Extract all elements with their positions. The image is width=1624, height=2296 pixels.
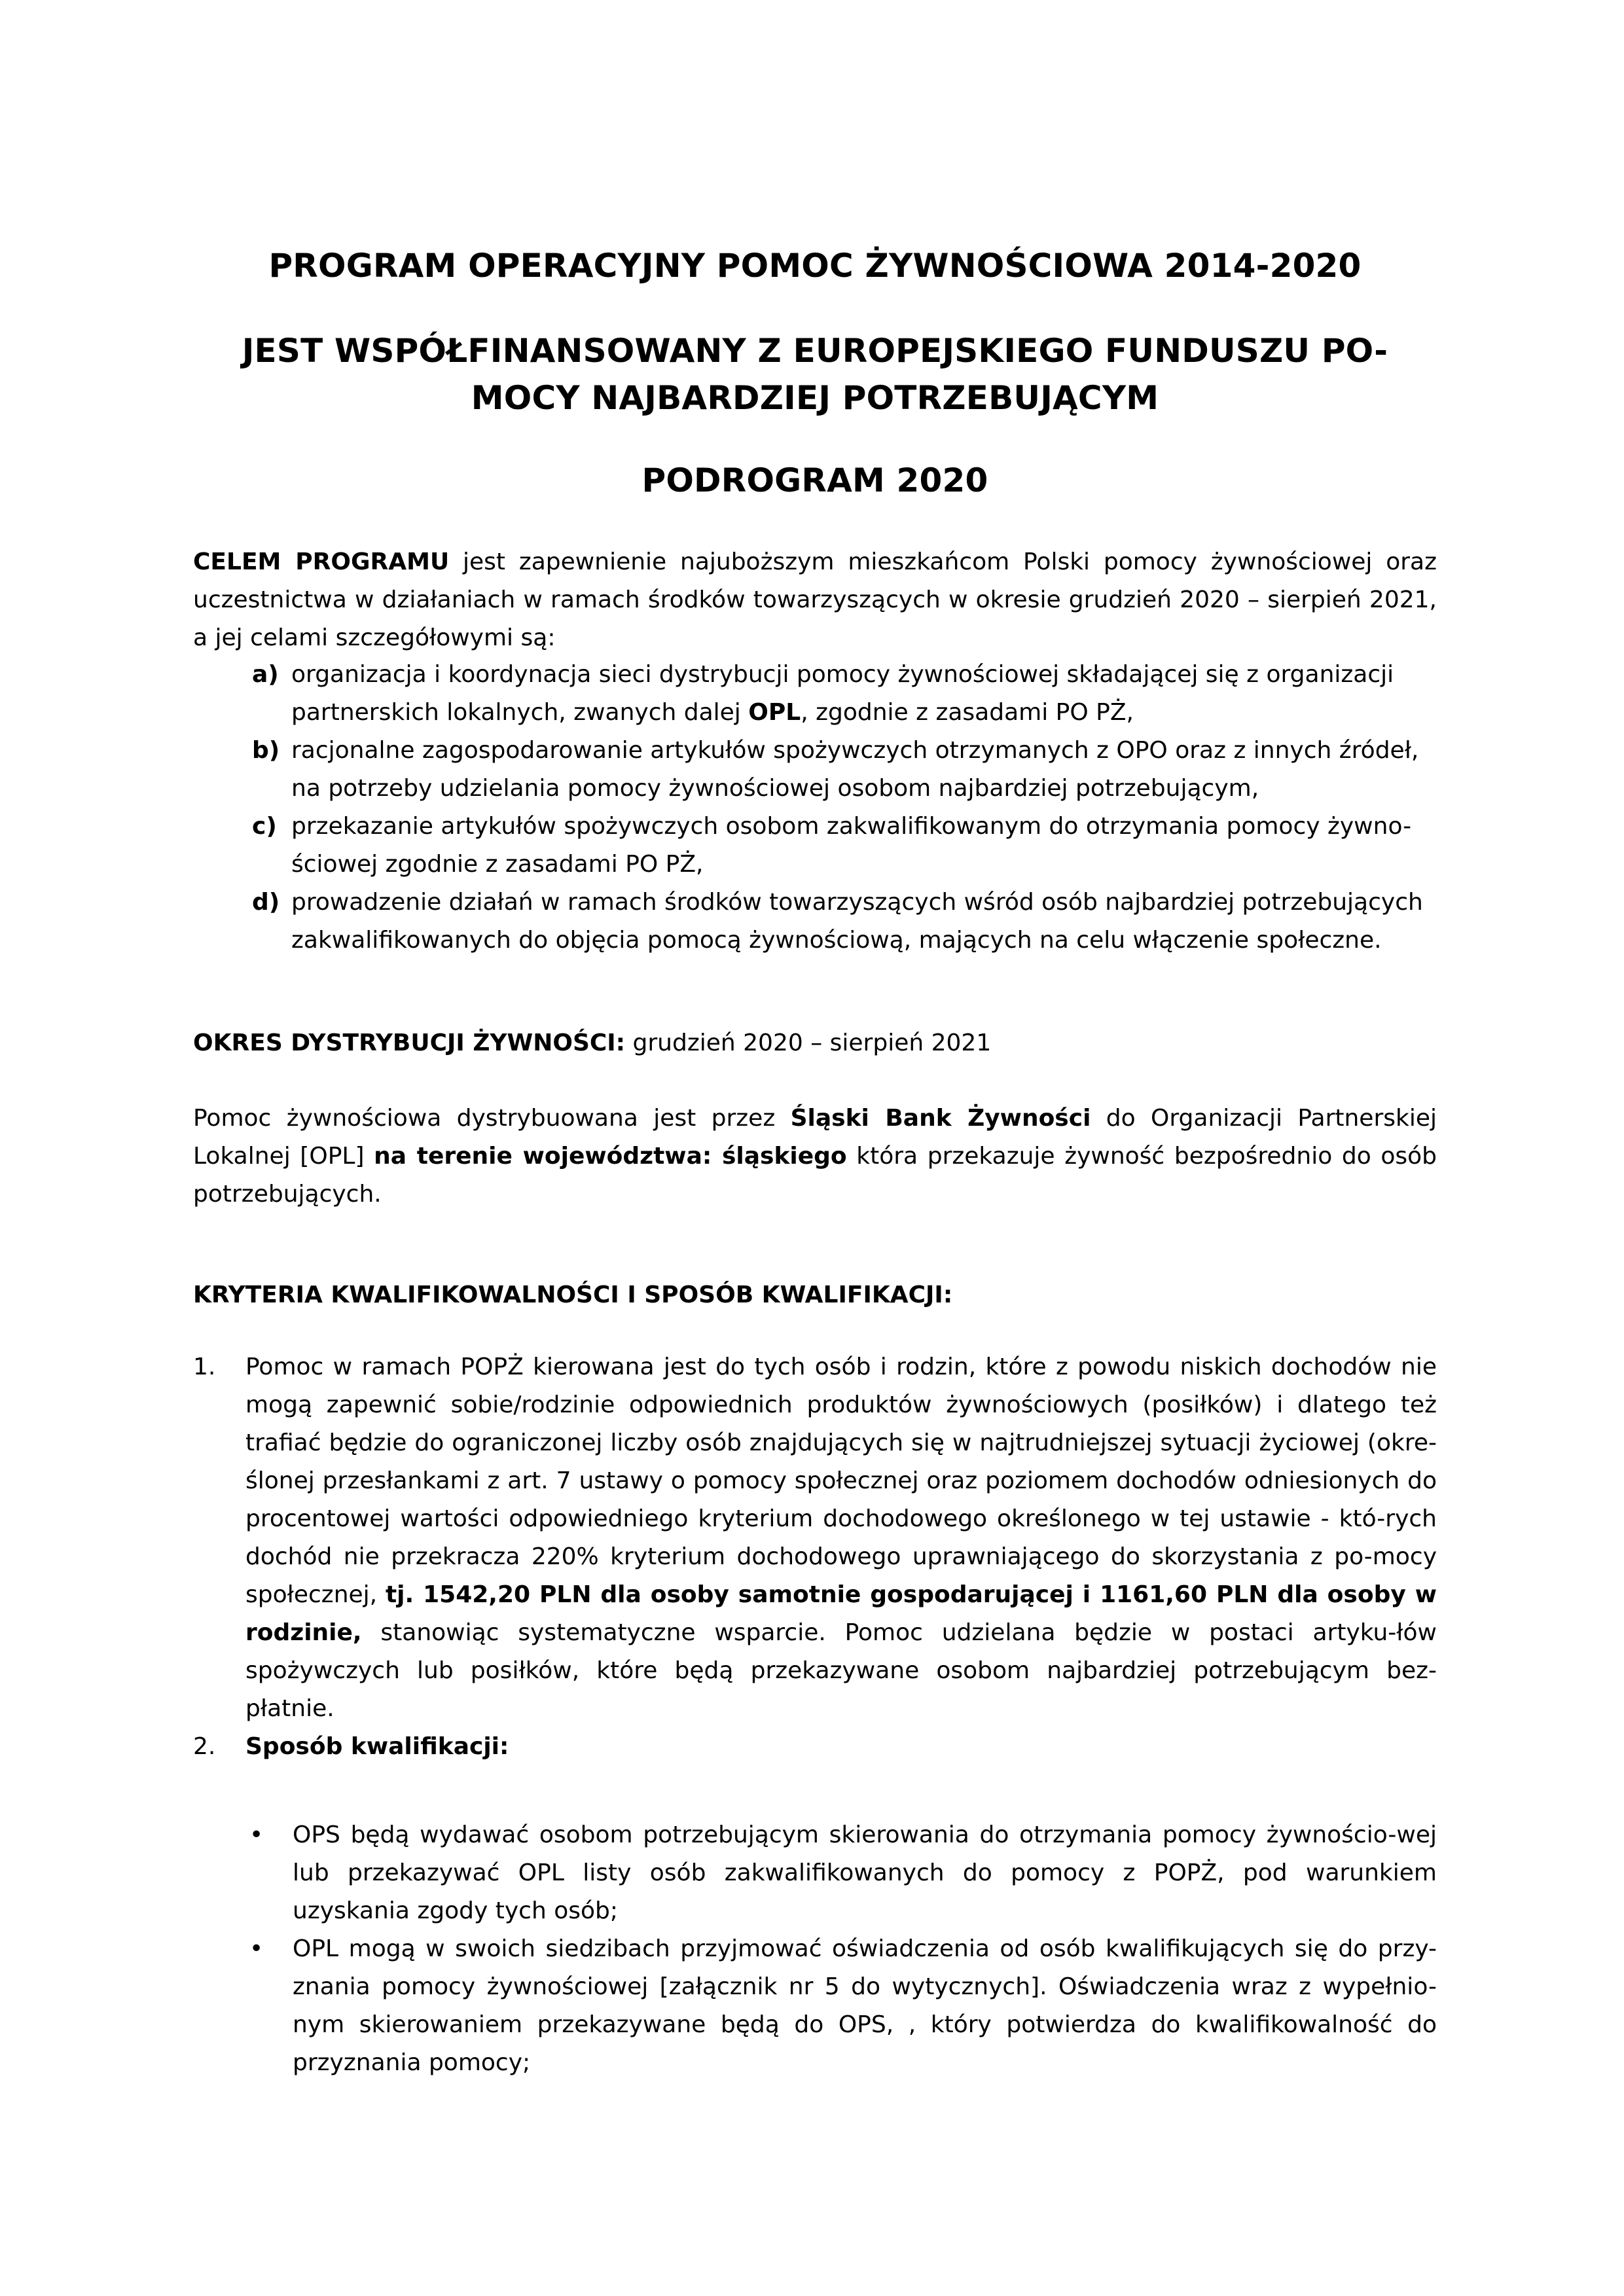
criteria-item-1 xyxy=(193,1348,1437,1728)
criteria-heading: KRYTERIA KWALIFIKOWALNOŚCI I SPOSÓB KWALIFIKACJI: xyxy=(193,1282,953,1308)
bullet-text: OPL mogą w swoich siedzibach przyjmować oświadczenia od osób kwalifikujących się do przy-znania pomocy żywnościowej [załącznik nr 5 do wytycznych]. Oświadczenia wraz z wypełnio-nym skierowaniem przekazywane będą do OPS, , który potwierdza do kwalifikowalność do przyznania pomocy; xyxy=(293,1935,1437,2076)
goal-item-text: prowadzenie działań w ramach środków towarzyszących wśród osób najbardziej potrzebujących xyxy=(291,889,1423,916)
food-bank-name: Śląski Bank Żywności xyxy=(790,1105,1091,1132)
period-value: grudzień 2020 – sierpień 2021 xyxy=(625,1030,992,1056)
title-line-3: MOCY NAJBARDZIEJ POTRZEBUJĄCYM xyxy=(471,379,1159,417)
goal-item-a xyxy=(252,656,1437,732)
criteria-list xyxy=(193,1348,1437,1766)
period-label: OKRES DYSTRYBUCJI ŻYWNOŚCI: xyxy=(193,1030,626,1056)
region-name: na terenie województwa: śląskiego xyxy=(374,1143,847,1170)
goal-item-continuation xyxy=(252,694,1437,732)
goal-item-d xyxy=(252,884,1437,960)
goal-item-marker: b) xyxy=(252,737,280,764)
distribution-period xyxy=(193,1024,1437,1062)
subtitle: PODROGRAM 2020 xyxy=(641,461,988,499)
criteria-item-text: Pomoc w ramach POPŻ kierowana jest do tych osób i rodzin, które z powodu niskich dochodów nie mogą zapewnić sobie/rodzinie odpowiednich produktów żywnościowych (posiłków) i dlatego też trafiać będzie do ograniczonej liczby osób znajdujących się w najtrudniejszej sytuacji życiowej (okre-ślonej przesłankami z art. 7 ustawy o pomocy społecznej oraz poziomem dochodów odniesionych do procentowej wartości odpowiedniego kryterium dochodowego określonego w tej ustawie - któ-rych dochód nie przekracza 220% kryterium dochodowego uprawniającego do skorzystania z po-mocy społecznej, xyxy=(245,1354,1437,1608)
dist-text-3: która przekazuje żywność bezpośrednio do osób potrzebujących. xyxy=(193,1143,1437,1208)
distribution-paragraph xyxy=(193,1100,1437,1213)
goal-item-c xyxy=(252,808,1437,884)
goal-item-text: organizacja i koordynacja sieci dystrybucji pomocy żywnościowej składającej się z organizacji xyxy=(291,661,1394,688)
title-line-2: JEST WSPÓŁFINANSOWANY Z EUROPEJSKIEGO FUNDUSZU PO- xyxy=(242,332,1388,370)
income-threshold: tj. 1542,20 PLN dla osoby samotnie gospodarującej i 1161,60 PLN dla osoby w rodzinie, xyxy=(245,1581,1437,1646)
goal-item-bold: OPL xyxy=(748,699,801,726)
qualification-bullets xyxy=(245,1816,1437,2082)
goal-item-marker: d) xyxy=(252,889,280,916)
criteria-item-text-2: stanowiąc systematyczne wsparcie. Pomoc udzielana będzie w postaci artyku-łów spożywczych lub posiłków, które będą przekazywane osobom najbardziej potrzebującym bez-płatnie. xyxy=(245,1619,1437,1722)
goal-lead: CELEM PROGRAMU xyxy=(193,548,450,575)
dist-text-2: do Organizacji Partnerskiej Lokalnej [OPL] xyxy=(193,1105,1437,1170)
goal-text: jest zapewnienie najuboższym mieszkańcom Polski pomocy żywnościowej oraz uczestnictwa w działaniach w ramach środków towarzyszących w okresie grudzień 2020 – sierpień 2021, a jej celami szczegółowymi są: xyxy=(193,548,1437,651)
goal-paragraph xyxy=(193,543,1437,657)
goal-item-cont-post: , zgodnie z zasadami PO PŻ, xyxy=(801,699,1134,726)
criteria-item-2 xyxy=(193,1728,1437,1766)
criteria-item-number: 1. xyxy=(193,1354,216,1380)
goal-item-b xyxy=(252,732,1437,808)
goal-item-text: racjonalne zagospodarowanie artykułów spożywczych otrzymanych z OPO oraz z innych źródeł, xyxy=(291,737,1419,764)
goal-item-continuation: zakwalifikowanych do objęcia pomocą żywnościową, mających na celu włączenie społeczne. xyxy=(291,927,1382,954)
goal-item-continuation: ściowej zgodnie z zasadami PO PŻ, xyxy=(291,851,704,878)
bullet-item xyxy=(245,1930,1437,2082)
bullet-item xyxy=(245,1816,1437,1930)
goal-item-cont-text: partnerskich lokalnych, zwanych dalej xyxy=(291,699,749,726)
criteria-item-number: 2. xyxy=(193,1733,216,1760)
title-line-2-3 xyxy=(193,327,1437,422)
goal-item-continuation: na potrzeby udzielania pomocy żywnościowej osobom najbardziej potrzebującym, xyxy=(291,775,1259,802)
goal-item-marker: c) xyxy=(252,813,277,840)
document-page xyxy=(193,0,1437,2296)
title-line-1: PROGRAM OPERACYJNY POMOC ŻYWNOŚCIOWA 2014-2020 xyxy=(268,247,1362,285)
bullet-text: OPS będą wydawać osobom potrzebującym skierowania do otrzymania pomocy żywnościo-wej lub przekazywać OPL listy osób zakwalifikowanych do pomocy z POPŻ, pod warunkiem uzyskania zgody tych osób; xyxy=(293,1821,1437,1924)
qualification-label: Sposób kwalifikacji: xyxy=(245,1733,509,1760)
dist-text-1: Pomoc żywnościowa dystrybuowana jest przez xyxy=(193,1105,791,1132)
goal-item-marker: a) xyxy=(252,661,279,688)
goal-items-list xyxy=(252,656,1437,960)
bullet-icon: • xyxy=(249,1821,264,1848)
bullet-icon: • xyxy=(249,1935,264,1962)
goal-item-text: przekazanie artykułów spożywczych osobom zakwalifikowanym do otrzymania pomocy żywno- xyxy=(291,813,1412,840)
